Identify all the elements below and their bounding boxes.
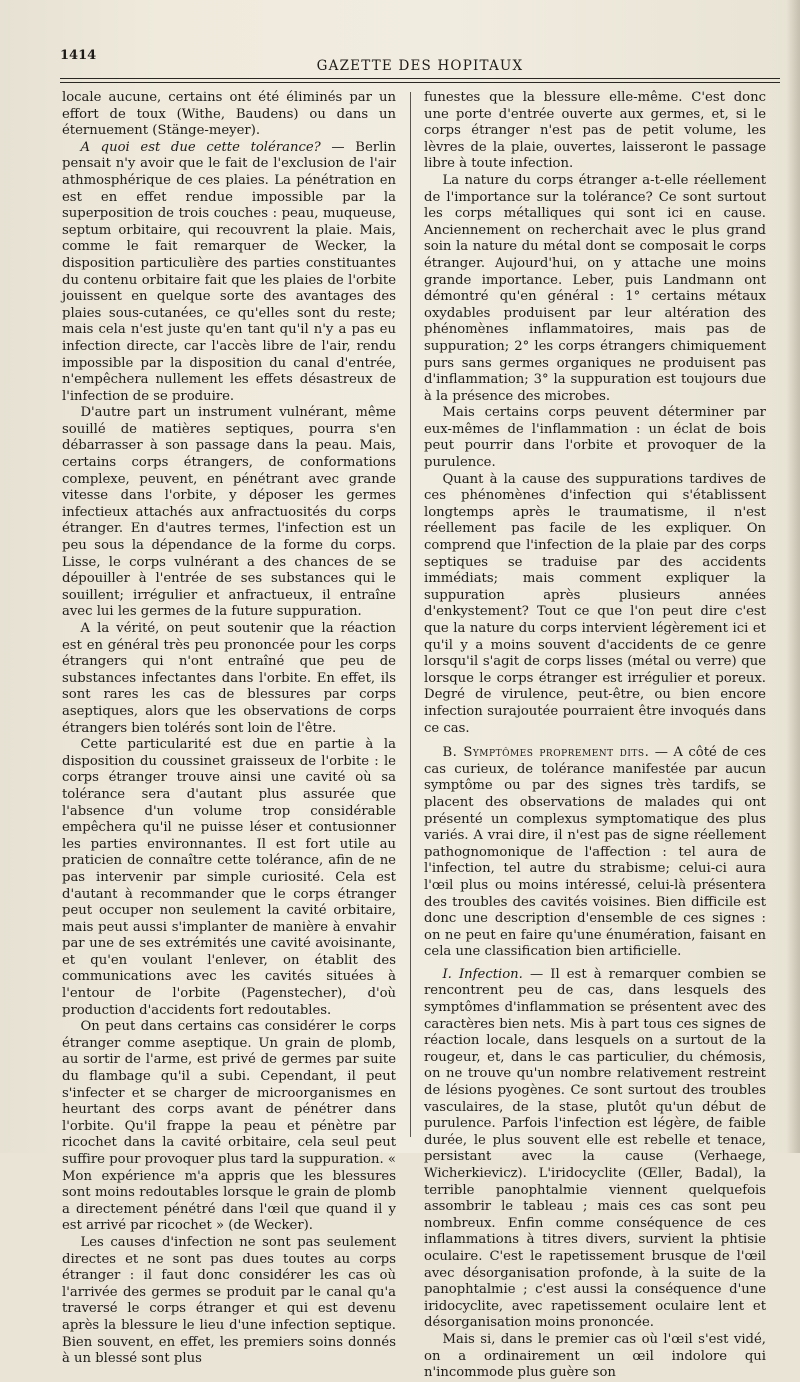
italic-lead: A quoi est due cette tolérance?: [80, 139, 321, 155]
journal-title: GAZETTE DES HOPITAUX: [316, 58, 524, 74]
paragraph: D'autre part un instrument vulnérant, même souillé de matières septiques, pourra s'en débarrasser à son passage dans la peau. Mais, certains corps étrangers, de conformations complexe, peuvent, en pénétrant avec grande vitesse dans l'orbite, y déposer les germes infectieux attachés aux anfractuosités du corps étranger. En d'autres termes, l'infection est un peu sous la dépendance de la forme du corps. Lisse, le corps vulnérant a des chances de se dépouiller à l'entrée de ses substances qui le souillent; irrégulier et anfractueux, il entraîne avec lui les germes de la future suppuration.: [62, 405, 396, 620]
paragraph: A la vérité, on peut soutenir que la réaction est en général très peu prononcée pour les corps étrangers qui n'ont entraîné que peu de substances infectantes dans l'orbite. En effet, ils sont rares les cas de blessures par corps aseptiques, alors que les observations de corps étrangers bien tolérés sont loin de l'être.: [62, 621, 396, 736]
column-divider: [410, 92, 411, 1137]
paragraph-text: — A côté de ces cas curieux, de tolérance manifestée par aucun symptôme ou par des signes très tardifs, se placent des observations de malades qui ont présenté un complexus symptomatique des plus variés. A vrai dire, il n'est pas de signe réellement pathognomonique de l'affection : tel aura de l'infection, tel autre du strabisme; celui-ci aura l'œil plus ou moins intéressé, celui-là présentera des troubles des cavités voisines. Bien difficile est donc une description d'ensemble de ces signes : on ne peut en faire qu'une énumération, faisant en cela une classification bien artificielle.: [424, 745, 766, 960]
paragraph: funestes que la blessure elle-même. C'est donc une porte d'entrée ouverte aux germes, et, si le corps étranger n'est pas de petit volume, les lèvres de la plaie, ouvertes, laisseront le passage libre à toute infection.: [424, 90, 766, 172]
paragraph: Mais certains corps peuvent déterminer par eux-mêmes de l'inflammation : un éclat de bois peut pourrir dans l'orbite et provoquer de la purulence.: [424, 405, 766, 471]
paragraph: Les causes d'infection ne sont pas seulement directes et ne sont pas dues toutes au corps étranger : il faut donc considérer les cas où l'arrivée des germes se produit par le canal qu'a traversé le corps étranger et qui est devenu après la blessure le lieu d'une infection septique. Bien souvent, en effet, les premiers soins donnés à un blessé sont plus: [62, 1234, 396, 1367]
header-rule: [60, 78, 780, 79]
paragraph: Cette particularité est due en partie à la disposition du coussinet graisseux de l'orbite : le corps étranger trouve ainsi une cavité où sa tolérance sera d'autant plus assurée que l'absence d'un volume trop considérable empêchera qu'il ne puisse léser et contusionner les parties environnantes. Il est fort utile au praticien de connaître cette tolérance, afin de ne pas intervenir par simple curiosité. Cela est d'autant à recommander que le corps étranger peut occuper non seulement la cavité orbitaire, mais peut aussi s'implanter de manière à envahir par une de ses extrémités une cavité avoisinante, et qu'en voulant l'enlever, on établit des communications avec les cavités situées à l'entour de l'orbite (Pagenstecher), d'où production d'accidents fort redoutables.: [62, 737, 396, 1018]
page-edge-shadow: [786, 0, 800, 1153]
paragraph: Quant à la cause des suppurations tardives de ces phénomènes d'infection qui s'établissent longtemps après le traumatisme, il n'est réellement pas facile de les expliquer. On comprend que l'infection de la plaie par des corps septiques se traduise par des accidents immédiats; mais comment expliquer la suppuration après plusieurs années d'enkystement? Tout ce que l'on peut dire c'est que la nature du corps intervient légèrement ici et qu'il y a moins souvent d'accidents de ce genre lorsqu'il s'agit de corps lisses (métal ou verre) que lorsque le corps étranger est irrégulier et poreux. Degré de virulence, peut-être, ou bien encore infection surajoutée pourraient être invoqués dans ce cas.: [424, 471, 766, 736]
section-heading: B. Symptômes proprement dits.: [442, 745, 650, 761]
paragraph: La nature du corps étranger a-t-elle réellement de l'importance sur la tolérance? Ce sont surtout les corps métalliques qui sont ici en cause. Anciennement on recherchait avec le plus grand soin la nature du métal dont se composait le corps étranger. Aujourd'hui, on y attache une moins grande importance. Leber, puis Landmann ont démontré qu'en général : 1° certains métaux oxydables produisent par leur altération des phénomènes inflammatoires, mais pas de suppuration; 2° les corps étrangers chimiquement purs sans germes organiques ne produisent pas d'inflammation; 3° la suppuration est toujours due à la présence des microbes.: [424, 172, 766, 404]
page-number: 1414: [60, 48, 97, 63]
paragraph: Mais si, dans le premier cas où l'œil s'est vidé, on a ordinairement un œil indolore qui n'incommode plus guère son: [424, 1331, 766, 1381]
paragraph: [424, 745, 766, 961]
left-column: [62, 90, 396, 1367]
paragraph-text: — Berlin pensait n'y avoir que le fait de l'exclusion de l'air athmosphérique de ces plaies. La pénétration en est en effet rendue impossible par la superposition de trois couches : peau, muqueuse, septum orbitaire, qui recouvrent la plaie. Mais, comme le fait remarquer de Wecker, la disposition particulière des parties constituantes du contenu orbitaire fait que les plaies de l'orbite jouissent en quelque sorte des avantages des plaies sous-cutanées, ce qu'elles sont du reste; mais cela n'est juste qu'en tant qu'il n'y a pas eu infection directe, car l'accès libre de l'air, rendu impossible par la disposition du canal d'entrée, n'empêchera nullement les effets désastreux de l'infection de se produire.: [62, 139, 396, 404]
paragraph-text: — Il est à remarquer combien se rencontrent peu de cas, dans lesquels des symptômes d'inflammation se présentent avec des caractères bien nets. Mis à part tous ces signes de réaction locale, dans lesquels on a surtout de la rougeur, et, dans le cas particulier, du chémosis, on ne trouve qu'un nombre relativement restreint de lésions pyogènes. Ce sont surtout des troubles vasculaires, de la stase, plutôt qu'un début de purulence. Parfois l'infection est légère, de faible durée, le plus souvent elle est rebelle et tenace, persistant avec la cause (Verhaege, Wicherkievicz). L'iridocyclite (Œller, Badal), la terrible panophtalmie viennent quelquefois assombrir le tableau ; mais ces cas sont peu nombreux. Enfin comme conséquence de ces inflammations à titres divers, survient la phtisie oculaire. C'est le rapetissement brusque de l'œil avec désorganisation profonde, à la suite de la panophtalmie ; c'est aussi la conséquence d'une iridocyclite, avec rapetissement oculaire lent et désorganisation moins prononcée.: [424, 966, 766, 1331]
subsection-heading: I. Infection.: [442, 966, 523, 982]
header-rule-thin: [60, 82, 780, 83]
paragraph: locale aucune, certains ont été éliminés par un effort de toux (Withe, Baudens) ou dans un éternuement (Stänge-meyer).: [62, 90, 396, 139]
page-header: [60, 48, 780, 88]
paragraph: On peut dans certains cas considérer le corps étranger comme aseptique. Un grain de plomb, au sortir de l'arme, est privé de germes par suite du flambage qu'il a subi. Cependant, il peut s'infecter et se charger de microorganismes en heurtant des corps avant de pénétrer dans l'orbite. Qu'il frappe la peau et pénètre par ricochet dans la cavité orbitaire, cela seul peut suffire pour provoquer plus tard la suppuration. « Mon expérience m'a appris que les blessures sont moins redoutables lorsque le grain de plomb a directement pénétré dans l'œil que quand il y est arrivé par ricochet » (de Wecker).: [62, 1019, 396, 1234]
paragraph: [424, 967, 766, 1332]
right-column: [424, 90, 766, 1381]
paragraph: [62, 140, 396, 406]
